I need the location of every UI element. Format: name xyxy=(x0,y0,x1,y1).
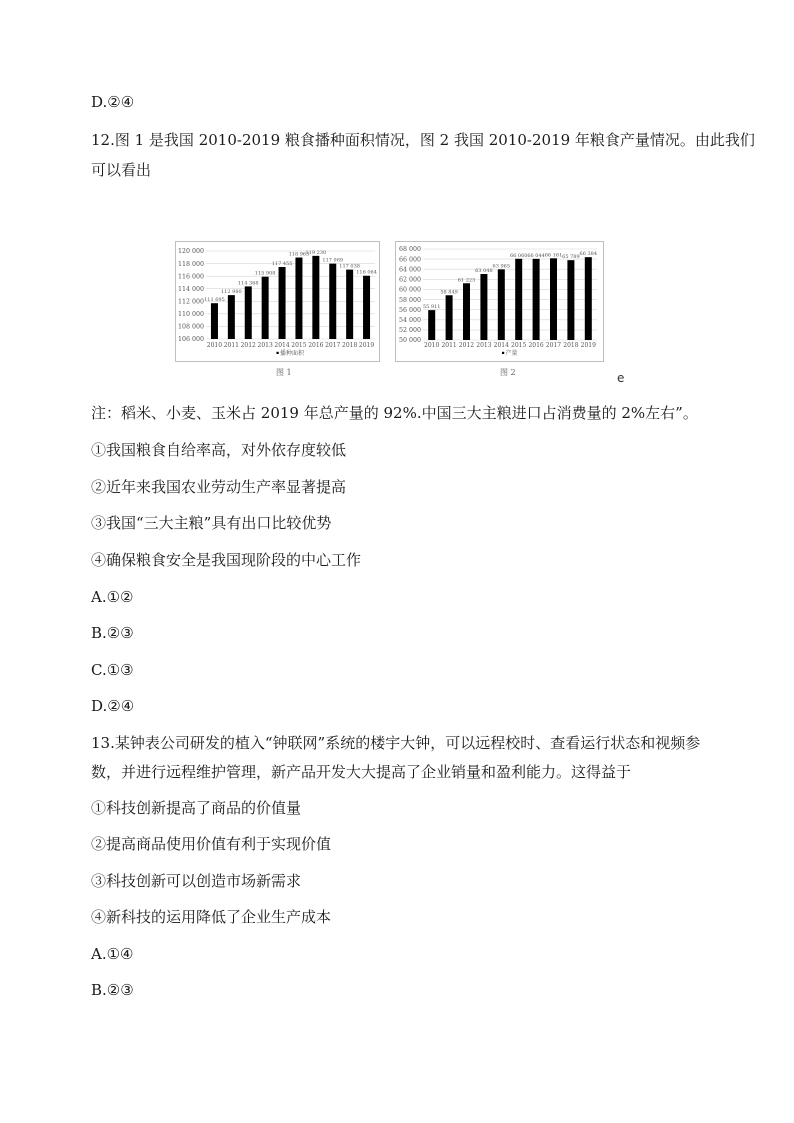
bar-2015 xyxy=(295,258,302,339)
x-tick-label: 2012 xyxy=(458,342,475,349)
x-tick-label: 2017 xyxy=(325,342,341,349)
legend-label: 播种面积 xyxy=(280,350,305,357)
x-tick-label: 2019 xyxy=(358,342,375,349)
x-tick-label: 2015 xyxy=(291,342,307,349)
chart-2-caption: 图 2 xyxy=(500,368,516,377)
x-tick-label: 2010 xyxy=(424,342,440,349)
x-tick-label: 2013 xyxy=(257,342,273,349)
bar-value-label: 66 060 xyxy=(509,252,528,259)
question-12-statement-2: ②近年来我国农业劳动生产率显著提高 xyxy=(91,478,347,496)
bar-value-label: 65 789 xyxy=(562,254,580,261)
bar-2012 xyxy=(245,286,252,339)
y-tick-label: 118 000 xyxy=(177,260,204,268)
bar-2014 xyxy=(279,267,286,339)
y-tick-label: 52 000 xyxy=(398,327,421,335)
bar-2010 xyxy=(211,303,218,339)
bar-value-label: 117 038 xyxy=(339,263,360,270)
y-tick-label: 112 000 xyxy=(177,298,204,306)
x-tick-label: 2018 xyxy=(563,342,579,349)
bar-value-label: 114 368 xyxy=(237,280,259,287)
bar-value-label: 63 965 xyxy=(492,263,511,270)
bar-value-label: 118 963 xyxy=(288,251,310,258)
y-tick-label: 56 000 xyxy=(398,306,421,314)
bar-value-label: 119 230 xyxy=(305,249,327,256)
x-tick-label: 2016 xyxy=(528,342,544,349)
bar-2017 xyxy=(329,264,336,339)
bar-value-label: 112 980 xyxy=(221,289,242,296)
bar-2015 xyxy=(515,259,522,340)
question-13-option-a: A.①④ xyxy=(91,945,134,963)
previous-question-option-d: D.②④ xyxy=(91,93,135,111)
question-12-option-c: C.①③ xyxy=(91,661,134,679)
x-tick-label: 2011 xyxy=(223,342,239,349)
legend-marker xyxy=(277,352,279,354)
bar-2013 xyxy=(480,274,487,340)
bar-2018 xyxy=(567,260,574,340)
question-13-stem-line-1: 13.某钟表公司研发的植入“钟联网”系统的楼宇大钟，可以远程校时、查看运行状态和视频参 xyxy=(91,734,701,752)
bar-2016 xyxy=(312,256,319,339)
question-12-stem-line-1: 12.图 1 是我国 2010-2019 粮食播种面积情况，图 2 我国 2010-2019 年粮食产量情况。由此我们 xyxy=(91,131,755,149)
question-12-option-b: B.②③ xyxy=(91,624,134,642)
bar-2019 xyxy=(585,257,592,340)
x-tick-label: 2017 xyxy=(545,342,562,349)
legend-marker xyxy=(502,352,504,354)
bar-value-label: 116 064 xyxy=(356,269,377,276)
bar-2018 xyxy=(346,270,353,339)
y-tick-label: 58 000 xyxy=(398,296,421,304)
bar-value-label: 63 048 xyxy=(475,268,493,275)
x-tick-label: 2016 xyxy=(308,342,324,349)
question-12-option-d: D.②④ xyxy=(91,697,135,715)
x-tick-label: 2011 xyxy=(441,342,457,349)
bar-value-label: 61 223 xyxy=(457,277,476,284)
question-13-statement-4: ④新科技的运用降低了企业生产成本 xyxy=(91,908,332,926)
question-13-option-b: B.②③ xyxy=(91,981,134,999)
bar-value-label: 66 161 xyxy=(544,252,563,259)
x-tick-label: 2015 xyxy=(511,342,527,349)
y-tick-label: 106 000 xyxy=(177,336,204,344)
bar-2014 xyxy=(498,269,505,340)
x-tick-label: 2019 xyxy=(580,342,596,349)
y-tick-label: 114 000 xyxy=(177,285,204,293)
question-12-option-a: A.①② xyxy=(91,588,134,606)
y-tick-label: 68 000 xyxy=(398,246,421,254)
bar-2016 xyxy=(533,259,540,340)
bar-2019 xyxy=(363,276,370,339)
bar-value-label: 66 384 xyxy=(579,251,598,258)
y-tick-label: 64 000 xyxy=(398,266,421,274)
question-12-statement-3: ③我国“三大主粮”具有出口比较优势 xyxy=(91,514,332,532)
bar-2011 xyxy=(228,295,235,339)
question-13-statement-3: ③科技创新可以创造市场新需求 xyxy=(91,872,302,890)
chart-2-output xyxy=(395,241,604,362)
bar-value-label: 117 989 xyxy=(322,257,344,264)
x-tick-label: 2010 xyxy=(206,342,223,349)
chart-1-caption: 图 1 xyxy=(276,368,292,377)
bar-value-label: 117 455 xyxy=(271,260,293,267)
question-12-statement-4: ④确保粮食安全是我国现阶段的中心工作 xyxy=(91,551,362,569)
legend-label: 产量 xyxy=(505,350,518,357)
question-13-statement-1: ①科技创新提高了商品的价值量 xyxy=(91,799,302,817)
x-tick-label: 2013 xyxy=(476,342,492,349)
bar-value-label: 55 911 xyxy=(422,304,441,311)
bar-value-label: 115 908 xyxy=(254,270,276,277)
chart-1-sown-area xyxy=(175,241,380,362)
x-tick-label: 2012 xyxy=(240,342,256,349)
x-tick-label: 2014 xyxy=(493,342,509,349)
y-tick-label: 54 000 xyxy=(398,316,421,324)
stray-mark: e xyxy=(617,371,625,385)
y-tick-label: 50 000 xyxy=(398,337,421,345)
y-tick-label: 120 000 xyxy=(177,248,204,256)
y-tick-label: 60 000 xyxy=(398,286,421,294)
y-tick-label: 108 000 xyxy=(177,323,204,331)
bar-value-label: 111 695 xyxy=(204,297,225,304)
x-tick-label: 2014 xyxy=(274,342,290,349)
bar-2017 xyxy=(550,258,557,340)
y-tick-label: 66 000 xyxy=(398,256,421,264)
chart-2-plot xyxy=(395,241,604,362)
question-12-stem-line-2: 可以看出 xyxy=(91,161,152,179)
chart-1-plot xyxy=(175,241,380,362)
y-tick-label: 116 000 xyxy=(177,273,204,281)
x-tick-label: 2018 xyxy=(342,342,358,349)
bar-value-label: 66 044 xyxy=(527,252,545,259)
y-tick-label: 62 000 xyxy=(398,276,421,284)
question-12-note: 注：稻米、小麦、玉米占 2019 年总产量的 92%.中国三大主粮进口占消费量的 2%左右”。 xyxy=(91,404,698,422)
bar-2011 xyxy=(446,295,453,340)
question-12-statement-1: ①我国粮食自给率高，对外依存度较低 xyxy=(91,441,347,459)
bar-value-label: 58 849 xyxy=(440,289,458,296)
bar-2012 xyxy=(463,283,470,340)
y-tick-label: 110 000 xyxy=(177,311,204,319)
question-13-statement-2: ②提高商品使用价值有利于实现价值 xyxy=(91,835,332,853)
bar-2010 xyxy=(428,310,435,340)
question-13-stem-line-2: 数，并进行远程维护管理，新产品开发大大提高了企业销量和盈利能力。这得益于 xyxy=(91,763,632,781)
bar-2013 xyxy=(262,277,269,339)
